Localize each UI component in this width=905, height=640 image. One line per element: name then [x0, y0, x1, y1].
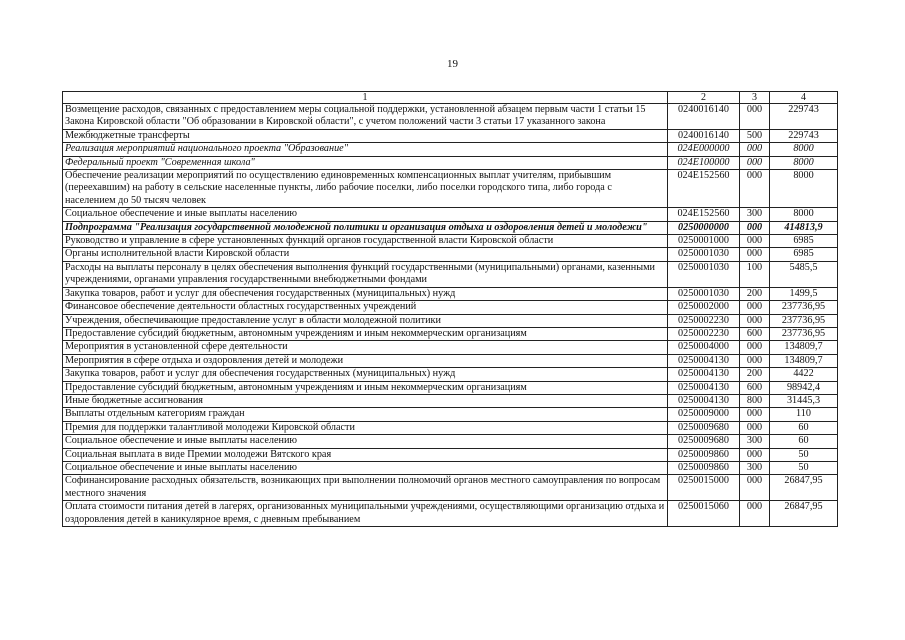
row-code-cell: 0250004130	[668, 354, 740, 367]
table-row	[63, 221, 838, 234]
row-code-cell: 024E100000	[668, 156, 740, 169]
row-code-cell: 0250002230	[668, 314, 740, 327]
column-header-amount: 4	[770, 92, 838, 104]
row-name-cell: Расходы на выплаты персоналу в целях обеспечения выполнения функций государственными (муниципальными) органами, казенными учреждениями, органами управления государственными внебюджетными фондами	[63, 261, 668, 287]
table-body	[63, 104, 838, 527]
row-name-cell: Выплаты отдельным категориям граждан	[63, 408, 668, 421]
row-type-cell: 600	[740, 327, 770, 340]
row-amount-cell: 110	[770, 408, 838, 421]
row-code-cell: 024E000000	[668, 143, 740, 156]
row-type-cell: 300	[740, 461, 770, 474]
row-amount-cell: 8000	[770, 170, 838, 208]
row-name-cell: Реализация мероприятий национального проекта "Образование"	[63, 143, 668, 156]
row-amount-cell: 98942,4	[770, 381, 838, 394]
budget-table	[62, 91, 838, 527]
row-amount-cell: 229743	[770, 129, 838, 142]
row-type-cell: 000	[740, 448, 770, 461]
row-type-cell: 000	[740, 354, 770, 367]
row-type-cell: 000	[740, 314, 770, 327]
row-name-cell: Предоставление субсидий бюджетным, автономным учреждениям и иным некоммерческим организациям	[63, 327, 668, 340]
row-code-cell: 0240016140	[668, 129, 740, 142]
row-name-cell: Мероприятия в установленной сфере деятельности	[63, 341, 668, 354]
table-row	[63, 408, 838, 421]
row-amount-cell: 26847,95	[770, 475, 838, 501]
table-row	[63, 475, 838, 501]
row-amount-cell: 8000	[770, 156, 838, 169]
row-code-cell: 0250009680	[668, 435, 740, 448]
row-type-cell: 000	[740, 104, 770, 130]
row-type-cell: 000	[740, 221, 770, 234]
table-row	[63, 354, 838, 367]
table-row	[63, 129, 838, 142]
row-name-cell: Предоставление субсидий бюджетным, автономным учреждениям и иным некоммерческим организациям	[63, 381, 668, 394]
row-name-cell: Подпрограмма "Реализация государственной молодежной политики и организация отдыха и оздоровления детей и молодежи"	[63, 221, 668, 234]
table-row	[63, 301, 838, 314]
row-code-cell: 0250009860	[668, 448, 740, 461]
row-name-cell: Социальное обеспечение и иные выплаты населению	[63, 435, 668, 448]
row-amount-cell: 134809,7	[770, 354, 838, 367]
row-name-cell: Закупка товаров, работ и услуг для обеспечения государственных (муниципальных) нужд	[63, 287, 668, 300]
row-name-cell: Финансовое обеспечение деятельности областных государственных учреждений	[63, 301, 668, 314]
table-row	[63, 501, 838, 527]
row-amount-cell: 6985	[770, 235, 838, 248]
page-number: 19	[447, 58, 458, 70]
row-code-cell: 0250001030	[668, 287, 740, 300]
row-type-cell: 000	[740, 143, 770, 156]
row-type-cell: 500	[740, 129, 770, 142]
table-row	[63, 341, 838, 354]
table-row	[63, 143, 838, 156]
row-code-cell: 0250002000	[668, 301, 740, 314]
row-type-cell: 600	[740, 381, 770, 394]
row-name-cell: Софинансирование расходных обязательств, возникающих при выполнении полномочий органов местного самоуправления по вопросам местного значения	[63, 475, 668, 501]
row-name-cell: Обеспечение реализации мероприятий по осуществлению единовременных компенсационных выплат учителям, прибывшим (переехавшим) на работу в сельские населенные пункты, либо рабочие поселки, либо поселки городского типа, либо города с населением до 50 тысяч человек	[63, 170, 668, 208]
table-row	[63, 248, 838, 261]
row-type-cell: 000	[740, 408, 770, 421]
row-type-cell: 300	[740, 208, 770, 221]
row-name-cell: Социальное обеспечение и иные выплаты населению	[63, 461, 668, 474]
table-row	[63, 461, 838, 474]
row-code-cell: 024E152560	[668, 208, 740, 221]
table-row	[63, 421, 838, 434]
row-type-cell: 000	[740, 301, 770, 314]
row-type-cell: 000	[740, 156, 770, 169]
row-name-cell: Оплата стоимости питания детей в лагерях, организованных муниципальными учреждениями, осуществляющими организацию отдыха и оздоровления детей в каникулярное время, с дневным пребыванием	[63, 501, 668, 527]
table-row	[63, 435, 838, 448]
row-code-cell: 0250004000	[668, 341, 740, 354]
row-type-cell: 000	[740, 421, 770, 434]
row-amount-cell: 229743	[770, 104, 838, 130]
table-row	[63, 381, 838, 394]
row-code-cell: 0240016140	[668, 104, 740, 130]
row-amount-cell: 5485,5	[770, 261, 838, 287]
table-row	[63, 208, 838, 221]
row-amount-cell: 414813,9	[770, 221, 838, 234]
row-code-cell: 0250015060	[668, 501, 740, 527]
row-amount-cell: 237736,95	[770, 301, 838, 314]
table-row	[63, 327, 838, 340]
row-amount-cell: 6985	[770, 248, 838, 261]
row-code-cell: 0250015000	[668, 475, 740, 501]
column-header-code: 2	[668, 92, 740, 104]
row-type-cell: 000	[740, 501, 770, 527]
row-type-cell: 200	[740, 368, 770, 381]
row-amount-cell: 1499,5	[770, 287, 838, 300]
row-amount-cell: 50	[770, 461, 838, 474]
row-name-cell: Возмещение расходов, связанных с предоставлением меры социальной поддержки, установленной абзацем первым части 1 статьи 15 Закона Кировской области "Об образовании в Кировской области", с учетом положений части 3 статьи 17 указанного закона	[63, 104, 668, 130]
row-code-cell: 0250001030	[668, 261, 740, 287]
table-row	[63, 287, 838, 300]
row-amount-cell: 60	[770, 435, 838, 448]
row-name-cell: Социальное обеспечение и иные выплаты населению	[63, 208, 668, 221]
row-code-cell: 0250000000	[668, 221, 740, 234]
row-code-cell: 0250004130	[668, 381, 740, 394]
table-row	[63, 104, 838, 130]
table-header-row	[63, 92, 838, 104]
row-amount-cell: 50	[770, 448, 838, 461]
row-code-cell: 0250001000	[668, 235, 740, 248]
row-code-cell: 0250009860	[668, 461, 740, 474]
row-name-cell: Учреждения, обеспечивающие предоставление услуг в области молодежной политики	[63, 314, 668, 327]
table-row	[63, 235, 838, 248]
row-amount-cell: 237736,95	[770, 327, 838, 340]
row-name-cell: Социальная выплата в виде Премии молодежи Вятского края	[63, 448, 668, 461]
row-type-cell: 000	[740, 235, 770, 248]
row-name-cell: Мероприятия в сфере отдыха и оздоровления детей и молодежи	[63, 354, 668, 367]
row-type-cell: 800	[740, 394, 770, 407]
row-name-cell: Органы исполнительной власти Кировской области	[63, 248, 668, 261]
row-type-cell: 100	[740, 261, 770, 287]
table-row	[63, 448, 838, 461]
row-name-cell: Закупка товаров, работ и услуг для обеспечения государственных (муниципальных) нужд	[63, 368, 668, 381]
row-amount-cell: 26847,95	[770, 501, 838, 527]
row-code-cell: 0250001030	[668, 248, 740, 261]
column-header-type: 3	[740, 92, 770, 104]
row-type-cell: 000	[740, 170, 770, 208]
row-name-cell: Руководство и управление в сфере установленных функций органов государственной власти Кировской области	[63, 235, 668, 248]
row-name-cell: Федеральный проект "Современная школа"	[63, 156, 668, 169]
column-header-name: 1	[63, 92, 668, 104]
table-row	[63, 156, 838, 169]
row-amount-cell: 31445,3	[770, 394, 838, 407]
row-type-cell: 000	[740, 248, 770, 261]
row-name-cell: Иные бюджетные ассигнования	[63, 394, 668, 407]
table-row	[63, 170, 838, 208]
row-code-cell: 024E152560	[668, 170, 740, 208]
table-row	[63, 261, 838, 287]
row-code-cell: 0250004130	[668, 394, 740, 407]
row-amount-cell: 134809,7	[770, 341, 838, 354]
row-amount-cell: 8000	[770, 143, 838, 156]
row-code-cell: 0250009000	[668, 408, 740, 421]
row-code-cell: 0250002230	[668, 327, 740, 340]
row-amount-cell: 4422	[770, 368, 838, 381]
row-amount-cell: 8000	[770, 208, 838, 221]
row-type-cell: 200	[740, 287, 770, 300]
row-code-cell: 0250004130	[668, 368, 740, 381]
row-name-cell: Премия для поддержки талантливой молодежи Кировской области	[63, 421, 668, 434]
table-row	[63, 394, 838, 407]
row-code-cell: 0250009680	[668, 421, 740, 434]
row-type-cell: 000	[740, 341, 770, 354]
row-type-cell: 000	[740, 475, 770, 501]
row-name-cell: Межбюджетные трансферты	[63, 129, 668, 142]
table-row	[63, 368, 838, 381]
row-amount-cell: 60	[770, 421, 838, 434]
table-row	[63, 314, 838, 327]
row-type-cell: 300	[740, 435, 770, 448]
row-amount-cell: 237736,95	[770, 314, 838, 327]
